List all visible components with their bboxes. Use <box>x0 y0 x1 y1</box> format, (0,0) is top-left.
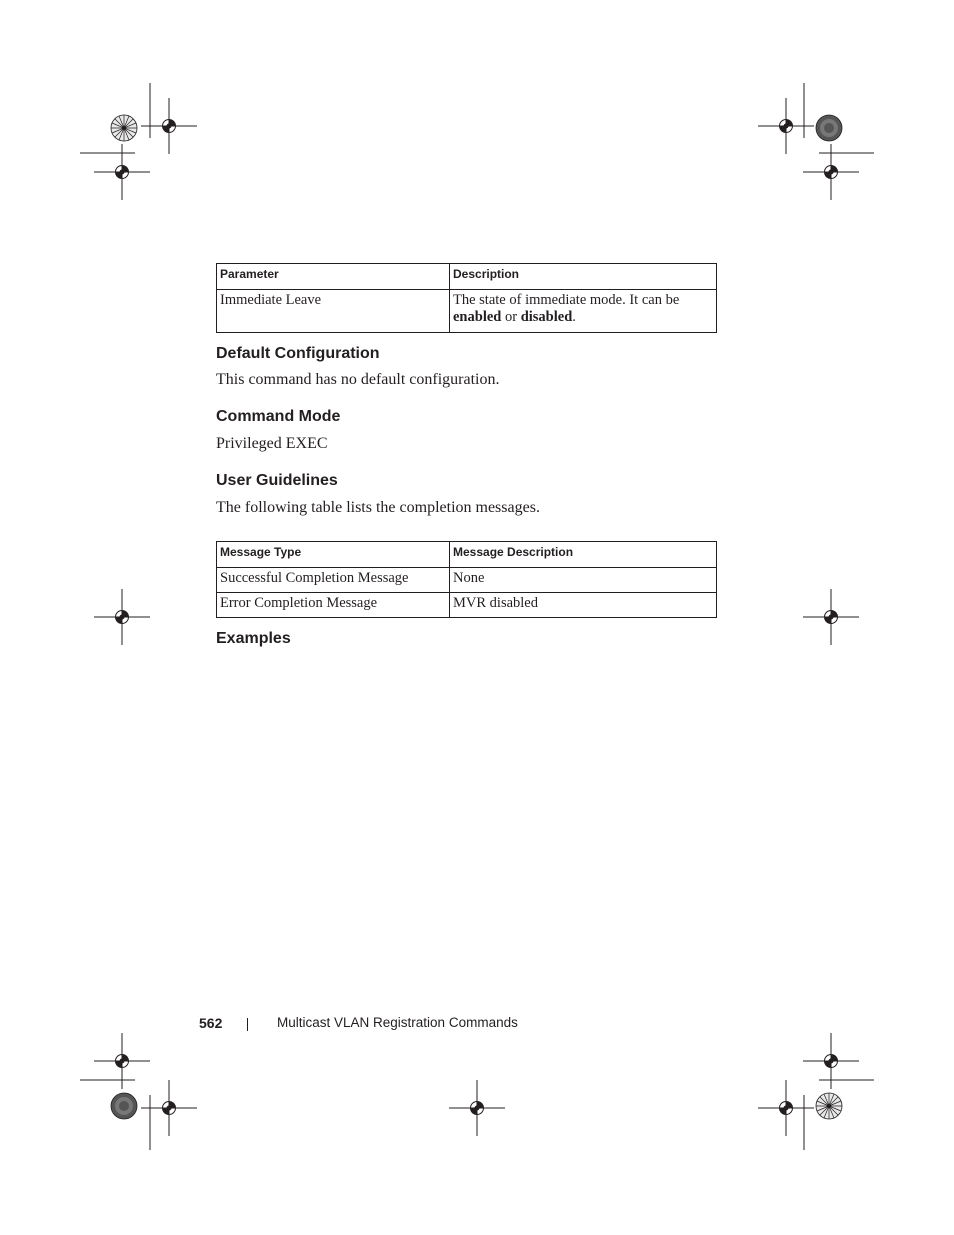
table-header-row <box>217 264 717 290</box>
value-enabled: enabled <box>453 309 502 325</box>
footer-divider <box>247 1018 248 1031</box>
parameter-cell: Immediate Leave <box>217 290 450 333</box>
page-number: 562 <box>199 1015 223 1031</box>
description-cell <box>450 290 717 333</box>
column-header-message-description: Message Description <box>450 542 717 568</box>
command-mode-text: Privileged EXEC <box>216 435 328 452</box>
heading-command-mode: Command Mode <box>216 408 341 425</box>
heading-default-configuration: Default Configuration <box>216 345 380 362</box>
value-disabled: disabled <box>520 309 573 325</box>
message-type-cell: Error Completion Message <box>217 593 450 618</box>
column-header-description: Description <box>450 264 717 290</box>
user-guidelines-text: The following table lists the completion messages. <box>216 499 540 516</box>
table-row <box>217 593 717 618</box>
description-conjunction: or <box>501 309 521 325</box>
completion-messages-table <box>216 541 717 618</box>
parameter-table <box>216 263 717 333</box>
column-header-message-type: Message Type <box>217 542 450 568</box>
heading-examples: Examples <box>216 630 291 647</box>
default-configuration-text: This command has no default configuration. <box>216 371 500 388</box>
column-header-parameter: Parameter <box>217 264 450 290</box>
heading-user-guidelines: User Guidelines <box>216 472 338 489</box>
chapter-title: Multicast VLAN Registration Commands <box>277 1015 518 1030</box>
description-text: The state of immediate mode. It can be <box>453 292 680 308</box>
message-description-cell: MVR disabled <box>450 593 717 618</box>
table-header-row <box>217 542 717 568</box>
table-row <box>217 568 717 593</box>
message-type-cell: Successful Completion Message <box>217 568 450 593</box>
table-row <box>217 290 717 333</box>
message-description-cell: None <box>450 568 717 593</box>
description-period: . <box>572 309 576 325</box>
